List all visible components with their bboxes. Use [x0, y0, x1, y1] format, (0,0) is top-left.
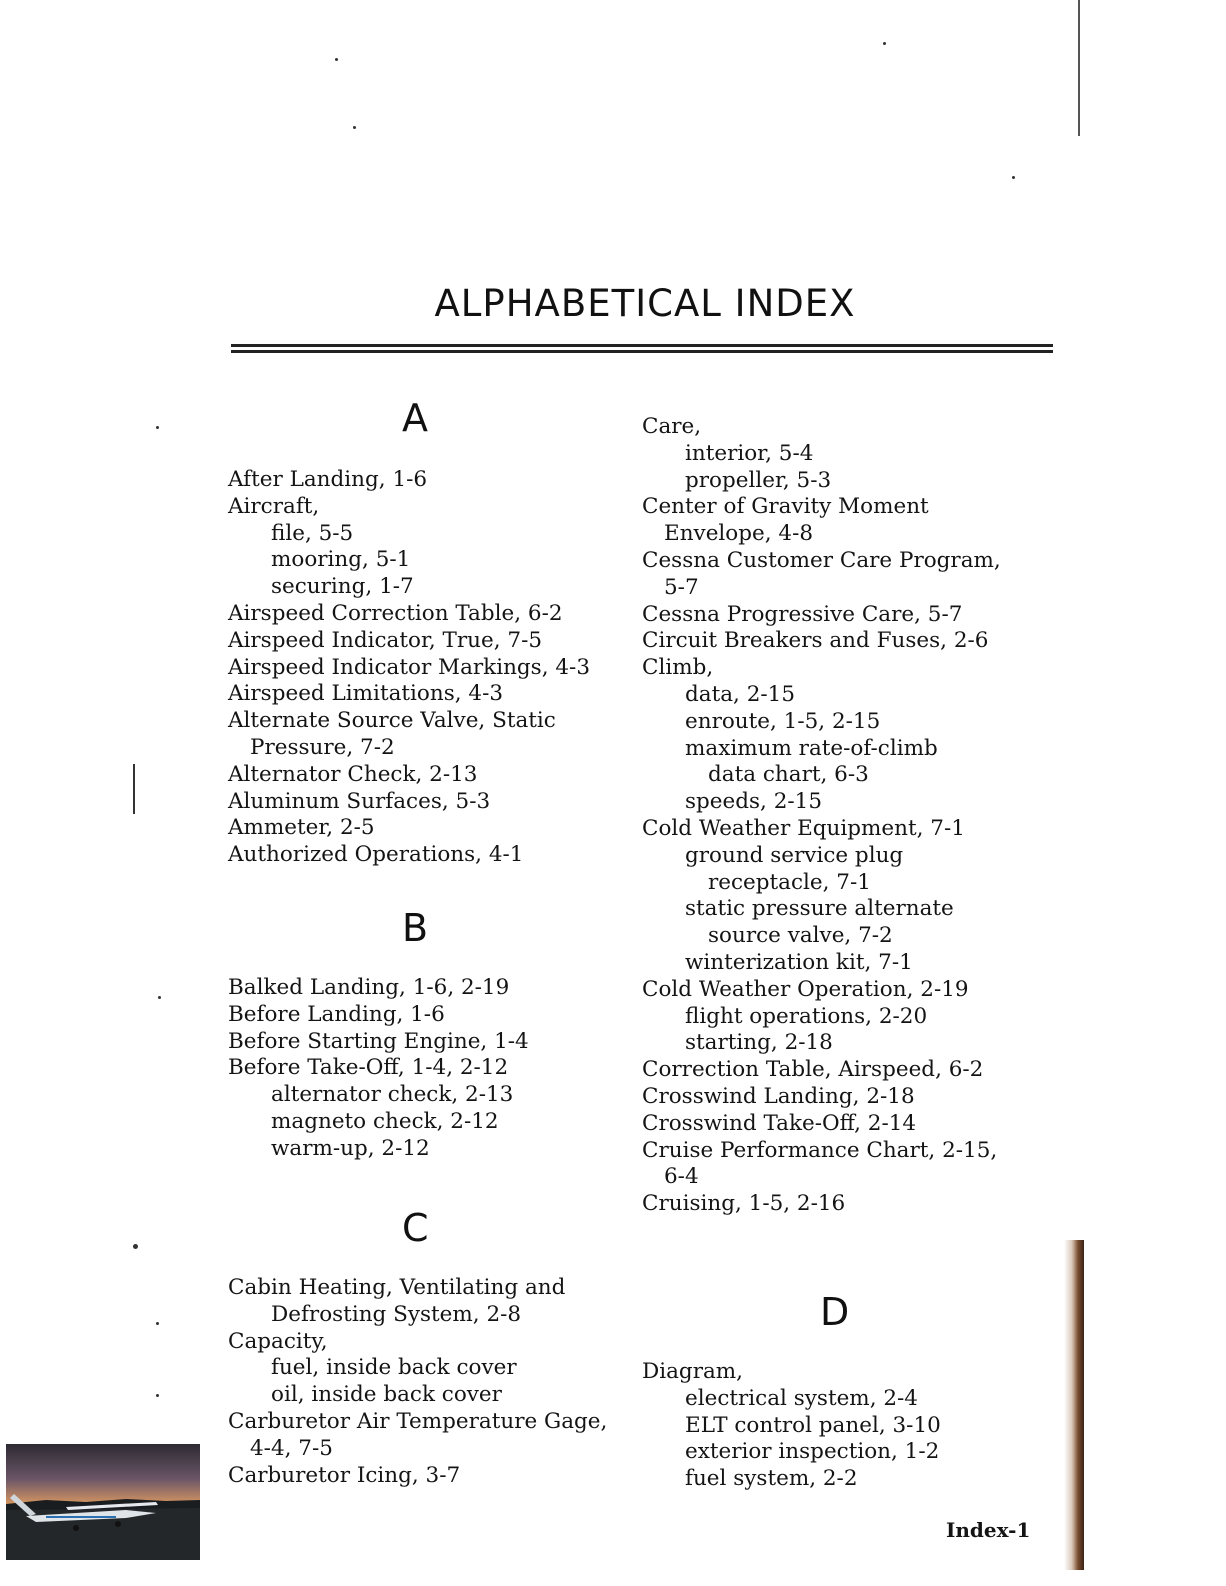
index-entry: Ammeter, 2-5 — [228, 815, 375, 841]
index-subentry: warm-up, 2-12 — [271, 1135, 430, 1161]
index-subentry: ELT control panel, 3-10 — [685, 1412, 941, 1438]
index-entry: Circuit Breakers and Fuses, 2-6 — [642, 628, 989, 654]
page-title: ALPHABETICAL INDEX — [434, 282, 856, 325]
index-subentry: electrical system, 2-4 — [685, 1385, 918, 1411]
index-subentry: alternator check, 2-13 — [271, 1082, 514, 1108]
index-entry: Cold Weather Operation, 2-19 — [642, 976, 969, 1002]
index-subentry: speeds, 2-15 — [685, 789, 823, 815]
scan-edge-line — [1078, 0, 1080, 136]
index-entry: Authorized Operations, 4-1 — [228, 842, 524, 868]
scan-speck — [156, 1322, 159, 1325]
index-subentry: enroute, 1-5, 2-15 — [685, 708, 881, 734]
scan-speck — [158, 996, 161, 999]
index-subentry: file, 5-5 — [271, 520, 354, 546]
section-letter-b: B — [402, 906, 429, 950]
index-subentry: Defrosting System, 2-8 — [271, 1301, 522, 1327]
index-entry: Cruise Performance Chart, 2-15, — [642, 1137, 998, 1163]
scan-speck — [156, 426, 159, 429]
index-subentry: propeller, 5-3 — [685, 467, 832, 493]
index-entry: Before Take-Off, 1-4, 2-12 — [228, 1055, 509, 1081]
index-subentry: interior, 5-4 — [685, 440, 814, 466]
index-subentry: Pressure, 7-2 — [250, 735, 395, 760]
index-entry: Airspeed Limitations, 4-3 — [228, 681, 504, 707]
index-entry: Before Landing, 1-6 — [228, 1001, 445, 1027]
index-subentry: starting, 2-18 — [685, 1030, 833, 1056]
index-entry: Cessna Customer Care Program, — [642, 548, 1001, 573]
scan-speck — [133, 1244, 138, 1249]
index-entry: Aircraft, — [228, 493, 320, 519]
index-entry: Climb, — [642, 655, 714, 681]
aircraft-photo-drawing — [6, 1444, 200, 1560]
index-subentry: ground service plug — [685, 842, 904, 868]
index-entry: Balked Landing, 1-6, 2-19 — [228, 975, 510, 1000]
page-number: Index-1 — [946, 1518, 1031, 1542]
index-subentry: oil, inside back cover — [271, 1382, 502, 1408]
index-entry: Airspeed Correction Table, 6-2 — [228, 601, 563, 626]
index-entry: Diagram, — [642, 1359, 744, 1384]
index-entry: Care, — [642, 414, 702, 439]
index-subentry: source valve, 7-2 — [708, 923, 893, 949]
index-entry: Airspeed Indicator, True, 7-5 — [228, 627, 543, 653]
index-entry: Crosswind Landing, 2-18 — [642, 1084, 915, 1109]
scan-speck — [353, 126, 356, 129]
index-subentry: 6-4 — [664, 1164, 699, 1190]
index-subentry: receptacle, 7-1 — [708, 869, 871, 895]
index-subentry: fuel, inside back cover — [271, 1355, 517, 1381]
index-subentry: data chart, 6-3 — [708, 762, 869, 788]
index-entry: After Landing, 1-6 — [228, 467, 428, 492]
index-subentry: fuel system, 2-2 — [685, 1466, 858, 1492]
scan-speck — [1012, 176, 1015, 179]
section-letter-c: C — [402, 1206, 429, 1250]
scan-speck — [883, 42, 886, 45]
index-subentry: exterior inspection, 1-2 — [685, 1439, 940, 1465]
section-letter-d: D — [820, 1290, 850, 1334]
aircraft-photo — [6, 1444, 200, 1560]
index-subentry: static pressure alternate — [685, 896, 954, 922]
index-entry: Correction Table, Airspeed, 6-2 — [642, 1057, 984, 1083]
index-entry: Cruising, 1-5, 2-16 — [642, 1191, 846, 1217]
index-subentry: data, 2-15 — [685, 682, 796, 707]
index-subentry: securing, 1-7 — [271, 574, 414, 600]
title-rule-top — [231, 344, 1053, 347]
index-entry: Before Starting Engine, 1-4 — [228, 1028, 529, 1054]
index-entry: Cessna Progressive Care, 5-7 — [642, 601, 963, 627]
index-entry: Center of Gravity Moment — [642, 494, 929, 520]
index-subentry: flight operations, 2-20 — [685, 1003, 928, 1029]
index-entry: Carburetor Icing, 3-7 — [228, 1462, 461, 1488]
scan-speck — [335, 58, 338, 61]
scan-speck — [156, 1394, 159, 1397]
index-entry: Cold Weather Equipment, 7-1 — [642, 816, 965, 841]
index-subentry: mooring, 5-1 — [271, 547, 411, 573]
index-entry: Airspeed Indicator Markings, 4-3 — [228, 654, 591, 680]
title-rule-bottom — [231, 350, 1053, 353]
index-subentry: maximum rate-of-climb — [685, 735, 938, 761]
index-subentry: 5-7 — [664, 574, 699, 600]
index-entry: Aluminum Surfaces, 5-3 — [228, 788, 491, 814]
index-entry: Alternate Source Valve, Static — [228, 708, 556, 734]
index-entry: Capacity, — [228, 1328, 328, 1354]
index-entry: Carburetor Air Temperature Gage, — [228, 1409, 608, 1434]
index-subentry: Envelope, 4-8 — [664, 521, 814, 547]
index-subentry: 4-4, 7-5 — [250, 1435, 333, 1461]
index-subentry: winterization kit, 7-1 — [685, 950, 913, 975]
index-entry: Alternator Check, 2-13 — [228, 761, 478, 787]
scan-mark — [133, 764, 135, 814]
index-entry: Cabin Heating, Ventilating and — [228, 1275, 566, 1300]
section-letter-a: A — [402, 396, 428, 440]
index-subentry: magneto check, 2-12 — [271, 1109, 499, 1134]
scan-page-edge — [1064, 1240, 1084, 1570]
index-entry: Crosswind Take-Off, 2-14 — [642, 1110, 917, 1136]
